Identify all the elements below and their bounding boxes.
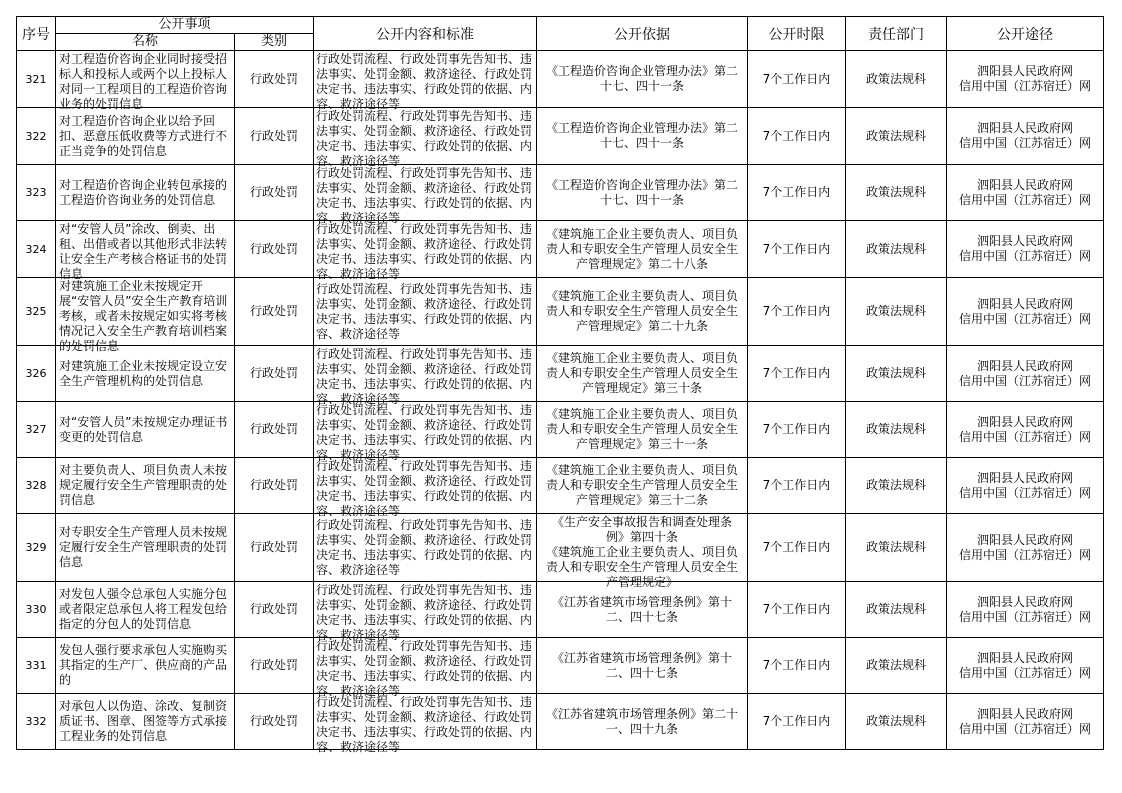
row-basis-cell: [537, 346, 748, 402]
row-channel-cell: [947, 346, 1104, 402]
row-category-cell: [235, 108, 314, 165]
table-row: [17, 694, 1104, 750]
row-time-limit: 7个工作日内: [762, 422, 831, 436]
row-channel: 泗阳县人民政府网 信用中国（江苏宿迁）网: [958, 121, 1091, 150]
table-row: [17, 278, 1104, 346]
row-category-cell: [235, 278, 314, 346]
row-name-cell: [56, 582, 235, 638]
row-channel: 泗阳县人民政府网 信用中国（江苏宿迁）网: [958, 706, 1091, 736]
row-channel: 泗阳县人民政府网 信用中国（江苏宿迁）网: [958, 650, 1091, 680]
row-department-cell: [846, 694, 947, 750]
row-time-limit-cell: [748, 402, 846, 458]
row-channel-cell: [947, 514, 1104, 582]
row-seq: 321: [25, 72, 47, 86]
header-content: 公开内容和标准: [314, 17, 537, 51]
table-row: [17, 346, 1104, 402]
row-content-cell: [314, 346, 537, 406]
row-department-cell: [846, 346, 947, 402]
row-basis-cell: [537, 402, 748, 458]
row-channel: 泗阳县人民政府网 信用中国（江苏宿迁）网: [958, 594, 1091, 624]
row-category: 行政处罚: [249, 366, 298, 380]
table-row: [17, 51, 1104, 108]
row-channel: 泗阳县人民政府网 信用中国（江苏宿迁）网: [958, 532, 1091, 562]
row-time-limit: 7个工作日内: [762, 658, 831, 672]
row-name: 对承包人以伪造、涂改、复制资质证书、图章、图签等方式承接工程业务的处罚信息: [59, 699, 228, 743]
row-department: 政策法规科: [865, 241, 926, 256]
row-time-limit-cell: [748, 582, 846, 638]
row-category: 行政处罚: [249, 128, 298, 143]
table-row: [17, 108, 1104, 165]
row-time-limit: 7个工作日内: [762, 366, 831, 380]
row-content: 行政处罚流程、行政处罚事先告知书、违法事实、处罚金额、救济途径、行政处罚决定书、违法事实、行政处罚的依据、内容、救济途径等: [316, 108, 533, 168]
row-basis-cell: [537, 221, 748, 278]
row-basis-cell: [537, 638, 748, 694]
row-department: 政策法规科: [865, 714, 926, 728]
row-channel: 泗阳县人民政府网 信用中国（江苏宿迁）网: [958, 296, 1091, 326]
row-content: 行政处罚流程、行政处罚事先告知书、违法事实、处罚金额、救济途径、行政处罚决定书、违法事实、行政处罚的依据、内容、救济途径等: [316, 638, 533, 698]
row-channel-cell: [947, 108, 1104, 165]
row-basis: 《建筑施工企业主要负责人、项目负责人和专职安全生产管理人员安全生产管理规定》第二十八条: [545, 226, 738, 271]
row-department: 政策法规科: [865, 185, 926, 199]
row-channel-cell: [947, 694, 1104, 750]
row-department: 政策法规科: [865, 422, 926, 436]
row-category-cell: [235, 582, 314, 638]
row-content-cell: [314, 638, 537, 698]
row-name: 对建筑施工企业未按规定设立安全生产管理机构的处罚信息: [59, 358, 228, 388]
row-basis: 《建筑施工企业主要负责人、项目负责人和专职安全生产管理人员安全生产管理规定》第三十条: [545, 351, 738, 395]
row-time-limit-cell: [748, 638, 846, 694]
row-category-cell: [235, 638, 314, 694]
row-time-limit: 7个工作日内: [762, 478, 831, 492]
row-channel-cell: [947, 582, 1104, 638]
row-basis-cell: [537, 694, 748, 750]
row-time-limit: 7个工作日内: [762, 241, 831, 256]
row-channel-cell: [947, 278, 1104, 346]
row-content-cell: [314, 458, 537, 518]
row-basis: 《建筑施工企业主要负责人、项目负责人和专职安全生产管理人员安全生产管理规定》第三十一条: [545, 407, 738, 451]
header-time-limit: 公开时限: [748, 17, 846, 51]
row-department-cell: [846, 51, 947, 108]
row-seq-cell: [17, 694, 56, 750]
row-name-cell: [56, 694, 235, 750]
row-content-cell: [314, 278, 537, 346]
table-row: [17, 402, 1104, 458]
row-name: 对发包人强令总承包人实施分包或者限定总承包人将工程发包给指定的分包人的处罚信息: [59, 587, 228, 631]
row-time-limit-cell: [748, 346, 846, 402]
row-basis-cell: [537, 51, 748, 108]
row-time-limit-cell: [748, 278, 846, 346]
row-seq: 328: [25, 479, 47, 492]
disclosure-table: [16, 16, 1104, 754]
row-department: 政策法规科: [865, 304, 926, 318]
row-name-cell: [56, 51, 235, 111]
row-content-cell: [314, 165, 537, 225]
row-content-cell: [314, 221, 537, 281]
row-name-cell: [56, 108, 235, 165]
row-time-limit: 7个工作日内: [762, 71, 831, 86]
row-seq-cell: [17, 278, 56, 346]
row-department: 政策法规科: [865, 478, 926, 492]
table-body: [17, 51, 1104, 754]
row-category: 行政处罚: [249, 658, 298, 672]
row-content: 行政处罚流程、行政处罚事先告知书、违法事实、处罚金额、救济途径、行政处罚决定书、违法事实、行政处罚的依据、内容、救济途径等: [316, 281, 533, 341]
row-department: 政策法规科: [865, 540, 926, 554]
header-group: 公开事项: [56, 17, 314, 34]
row-name: 对工程造价咨询企业同时接受招标人和投标人或两个以上投标人对同一工程项目的工程造价咨询业务的处罚信息: [59, 51, 228, 111]
row-name: 对建筑施工企业未按规定开展“安管人员”安全生产教育培训考核，或者未按规定如实将考核情况记入安全生产教育培训档案的处罚信息: [59, 278, 228, 353]
row-category: 行政处罚: [249, 71, 298, 86]
row-seq: 323: [25, 186, 47, 199]
row-seq-cell: [17, 221, 56, 278]
row-time-limit: 7个工作日内: [762, 185, 831, 199]
row-time-limit-cell: [748, 51, 846, 108]
row-category-cell: [235, 221, 314, 278]
row-basis-cell: [537, 278, 748, 346]
header-channel: 公开途径: [947, 17, 1104, 51]
row-seq: 330: [25, 603, 47, 616]
row-seq: 332: [25, 715, 47, 728]
row-department: 政策法规科: [865, 128, 926, 143]
row-content-cell: [314, 582, 537, 642]
row-name-cell: [56, 278, 235, 353]
row-content: 行政处罚流程、行政处罚事先告知书、违法事实、处罚金额、救济途径、行政处罚决定书、违法事实、行政处罚的依据、内容、救济途径等: [316, 517, 533, 577]
row-name-cell: [56, 346, 235, 402]
row-content: 行政处罚流程、行政处罚事先告知书、违法事实、处罚金额、救济途径、行政处罚决定书、违法事实、行政处罚的依据、内容、救济途径等: [316, 221, 533, 281]
header-seq: 序号: [17, 17, 56, 51]
row-name-cell: [56, 165, 235, 221]
row-name: 对工程造价咨询企业以给予回扣、恶意压低收费等方式进行不正当竞争的处罚信息: [59, 113, 228, 158]
row-department-cell: [846, 582, 947, 638]
row-category: 行政处罚: [249, 422, 298, 436]
row-content: 行政处罚流程、行政处罚事先告知书、违法事实、处罚金额、救济途径、行政处罚决定书、违法事实、行政处罚的依据、内容、救济途径等: [316, 51, 533, 111]
row-seq-cell: [17, 165, 56, 221]
row-seq-cell: [17, 638, 56, 694]
row-category-cell: [235, 402, 314, 458]
row-seq: 322: [25, 129, 47, 143]
row-seq: 327: [25, 423, 47, 436]
row-basis: 《工程造价咨询企业管理办法》第二十七、四十一条: [545, 121, 738, 150]
row-seq: 326: [25, 367, 47, 380]
row-category: 行政处罚: [249, 304, 298, 318]
row-content: 行政处罚流程、行政处罚事先告知书、违法事实、处罚金额、救济途径、行政处罚决定书、违法事实、行政处罚的依据、内容、救济途径等: [316, 458, 533, 518]
row-department: 政策法规科: [865, 71, 926, 86]
row-basis: 《江苏省建筑市场管理条例》第二十一、四十九条: [545, 706, 738, 736]
row-channel-cell: [947, 458, 1104, 514]
row-basis-cell: [537, 514, 748, 589]
row-basis: 《生产安全事故报告和调查处理条例》第四十条 《建筑施工企业主要负责人、项目负责人和专职安全生产管理人员安全生产管理规定》: [545, 514, 738, 589]
row-name-cell: [56, 638, 235, 694]
row-category-cell: [235, 514, 314, 582]
row-name: 对“安管人员”未按规定办理证书变更的处罚信息: [59, 414, 228, 444]
table-row: [17, 221, 1104, 278]
row-seq-cell: [17, 514, 56, 582]
row-channel-cell: [947, 165, 1104, 221]
row-category: 行政处罚: [249, 241, 298, 256]
header-name: 名称: [56, 34, 235, 51]
header-basis: 公开依据: [537, 17, 748, 51]
row-content: 行政处罚流程、行政处罚事先告知书、违法事实、处罚金额、救济途径、行政处罚决定书、违法事实、行政处罚的依据、内容、救济途径等: [316, 402, 533, 462]
row-channel-cell: [947, 402, 1104, 458]
table-row: [17, 458, 1104, 514]
row-category: 行政处罚: [249, 540, 298, 554]
row-basis: 《工程造价咨询企业管理办法》第二十七、四十一条: [545, 64, 738, 93]
row-time-limit-cell: [748, 514, 846, 582]
row-channel-cell: [947, 638, 1104, 694]
row-basis: 《建筑施工企业主要负责人、项目负责人和专职安全生产管理人员安全生产管理规定》第二十九条: [545, 289, 738, 333]
row-time-limit-cell: [748, 165, 846, 221]
row-channel: 泗阳县人民政府网 信用中国（江苏宿迁）网: [958, 358, 1091, 388]
row-seq-cell: [17, 458, 56, 514]
row-category: 行政处罚: [249, 185, 298, 199]
row-time-limit: 7个工作日内: [762, 128, 831, 143]
row-department-cell: [846, 165, 947, 221]
row-seq-cell: [17, 346, 56, 402]
row-time-limit: 7个工作日内: [762, 714, 831, 728]
row-category-cell: [235, 165, 314, 221]
row-name: 对工程造价咨询企业转包承接的工程造价咨询业务的处罚信息: [59, 177, 228, 207]
row-name: 对专职安全生产管理人员未按规定履行安全生产管理职责的处罚信息: [59, 525, 228, 569]
row-time-limit-cell: [748, 458, 846, 514]
row-time-limit-cell: [748, 221, 846, 278]
row-seq: 324: [25, 242, 47, 256]
row-name: 对主要负责人、项目负责人未按规定履行安全生产管理职责的处罚信息: [59, 463, 228, 507]
row-content: 行政处罚流程、行政处罚事先告知书、违法事实、处罚金额、救济途径、行政处罚决定书、违法事实、行政处罚的依据、内容、救济途径等: [316, 346, 533, 406]
row-content-cell: [314, 108, 537, 168]
row-department: 政策法规科: [865, 366, 926, 380]
table-row: [17, 514, 1104, 582]
row-time-limit-cell: [748, 108, 846, 165]
table-row: [17, 165, 1104, 221]
row-category-cell: [235, 694, 314, 750]
row-name-cell: [56, 458, 235, 514]
row-seq-cell: [17, 402, 56, 458]
row-channel-cell: [947, 51, 1104, 108]
row-content-cell: [314, 694, 537, 754]
row-basis: 《江苏省建筑市场管理条例》第十二、四十七条: [551, 594, 732, 624]
row-seq: 331: [25, 659, 47, 672]
row-department: 政策法规科: [865, 602, 926, 616]
row-basis: 《建筑施工企业主要负责人、项目负责人和专职安全生产管理人员安全生产管理规定》第三十二条: [545, 463, 738, 507]
row-channel: 泗阳县人民政府网 信用中国（江苏宿迁）网: [958, 234, 1091, 263]
row-content-cell: [314, 51, 537, 111]
row-department-cell: [846, 278, 947, 346]
table-row: [17, 638, 1104, 694]
row-content: 行政处罚流程、行政处罚事先告知书、违法事实、处罚金额、救济途径、行政处罚决定书、违法事实、行政处罚的依据、内容、救济途径等: [316, 582, 533, 642]
row-time-limit: 7个工作日内: [762, 304, 831, 318]
row-basis-cell: [537, 582, 748, 638]
row-channel: 泗阳县人民政府网 信用中国（江苏宿迁）网: [958, 470, 1091, 500]
row-seq-cell: [17, 582, 56, 638]
row-category: 行政处罚: [249, 478, 298, 492]
header-category: 类别: [235, 34, 314, 51]
row-department-cell: [846, 402, 947, 458]
row-basis-cell: [537, 458, 748, 514]
row-time-limit: 7个工作日内: [762, 540, 831, 554]
row-department-cell: [846, 638, 947, 694]
row-category-cell: [235, 346, 314, 402]
row-department: 政策法规科: [865, 658, 926, 672]
table-row: [17, 582, 1104, 638]
row-seq-cell: [17, 108, 56, 165]
row-category-cell: [235, 458, 314, 514]
row-seq: 325: [25, 305, 47, 318]
row-category: 行政处罚: [249, 602, 298, 616]
row-content-cell: [314, 402, 537, 462]
row-basis-cell: [537, 165, 748, 221]
row-time-limit-cell: [748, 694, 846, 750]
row-content: 行政处罚流程、行政处罚事先告知书、违法事实、处罚金额、救济途径、行政处罚决定书、违法事实、行政处罚的依据、内容、救济途径等: [316, 694, 533, 754]
row-name-cell: [56, 514, 235, 582]
row-basis: 《工程造价咨询企业管理办法》第二十七、四十一条: [545, 177, 738, 207]
row-channel: 泗阳县人民政府网 信用中国（江苏宿迁）网: [958, 177, 1091, 207]
row-channel: 泗阳县人民政府网 信用中国（江苏宿迁）网: [958, 64, 1091, 93]
row-name: 发包人强行要求承包人实施购买其指定的生产厂、供应商的产品的: [59, 643, 228, 687]
row-seq: 329: [25, 541, 47, 554]
row-department-cell: [846, 108, 947, 165]
row-category: 行政处罚: [249, 714, 298, 728]
row-basis-cell: [537, 108, 748, 165]
row-channel: 泗阳县人民政府网 信用中国（江苏宿迁）网: [958, 414, 1091, 444]
row-channel-cell: [947, 221, 1104, 278]
row-name-cell: [56, 221, 235, 281]
row-department-cell: [846, 514, 947, 582]
row-name: 对“安管人员”涂改、倒卖、出租、出借或者以其他形式非法转让安全生产考核合格证书的处罚信息: [59, 221, 228, 281]
row-name-cell: [56, 402, 235, 458]
row-basis: 《江苏省建筑市场管理条例》第十二、四十七条: [551, 650, 732, 680]
row-seq-cell: [17, 51, 56, 108]
row-category-cell: [235, 51, 314, 108]
row-content: 行政处罚流程、行政处罚事先告知书、违法事实、处罚金额、救济途径、行政处罚决定书、违法事实、行政处罚的依据、内容、救济途径等: [316, 165, 533, 225]
row-content-cell: [314, 514, 537, 582]
row-department-cell: [846, 458, 947, 514]
row-time-limit: 7个工作日内: [762, 602, 831, 616]
header-department: 责任部门: [846, 17, 947, 51]
row-department-cell: [846, 221, 947, 278]
